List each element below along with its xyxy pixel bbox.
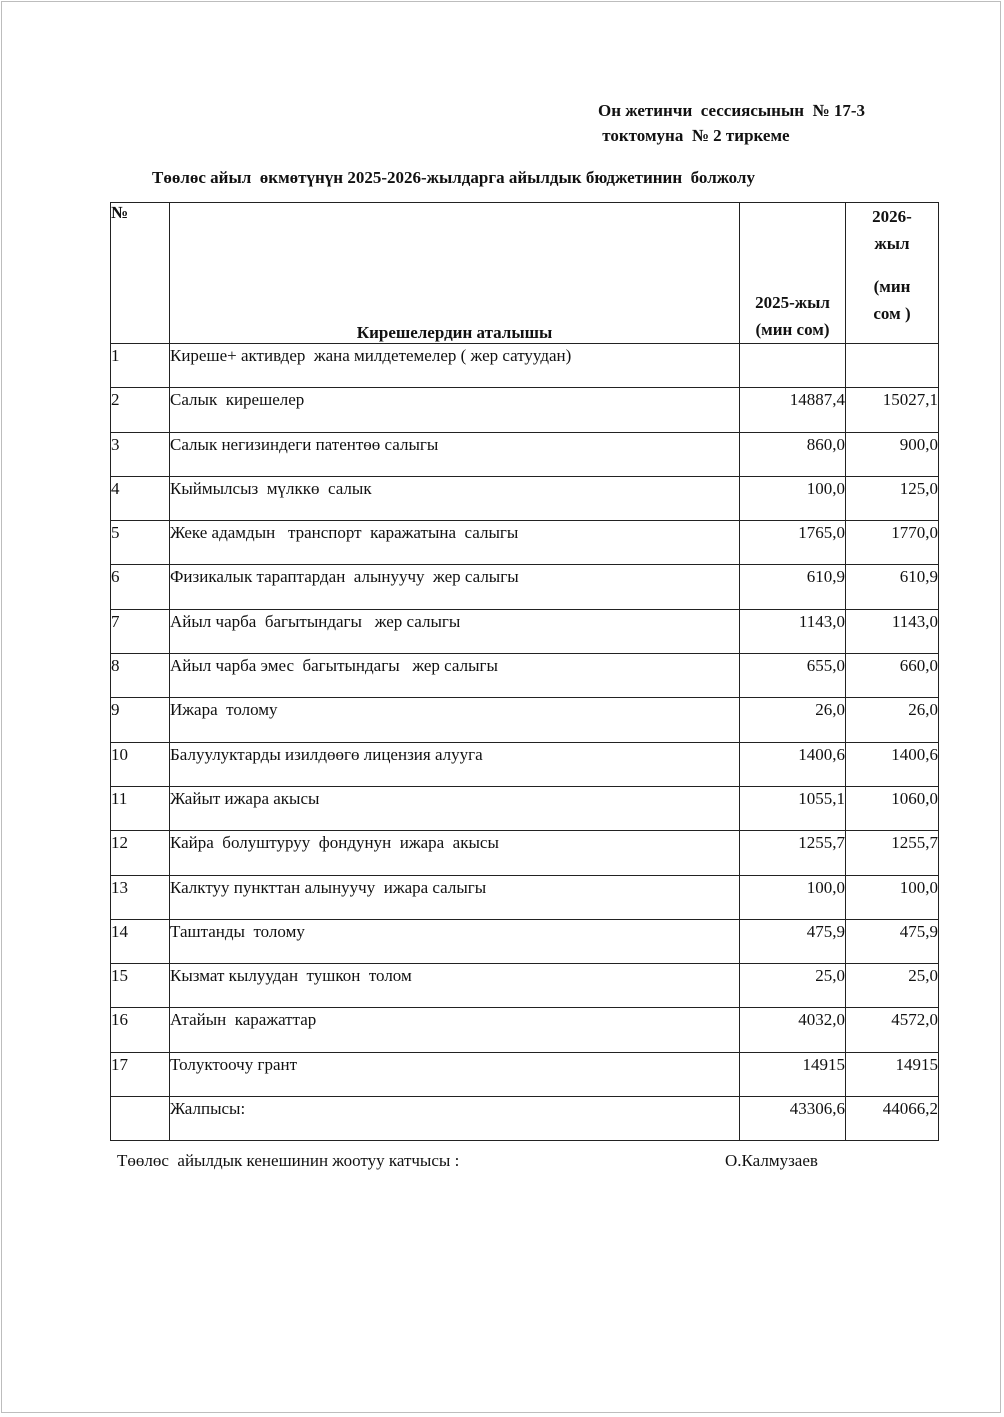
table-row <box>111 831 939 875</box>
row-value-2026: 4572,0 <box>846 1008 939 1052</box>
row-value-2026: 1060,0 <box>846 786 939 830</box>
row-value-2026 <box>846 344 939 388</box>
row-number: 16 <box>111 1008 170 1052</box>
table-row <box>111 609 939 653</box>
row-number: 12 <box>111 831 170 875</box>
row-name: Жайыт ижара акысы <box>170 786 740 830</box>
row-name: Салык негизиндеги патентөө салыгы <box>170 432 740 476</box>
row-value-2026: 900,0 <box>846 432 939 476</box>
header-year-2026-line4: сом ) <box>873 304 911 323</box>
row-value-2025: 1765,0 <box>740 521 846 565</box>
total-2025: 43306,6 <box>740 1097 846 1141</box>
table-row <box>111 432 939 476</box>
row-number: 3 <box>111 432 170 476</box>
total-label: Жалпысы: <box>170 1097 740 1141</box>
signature-label: Төөлөс айылдык кенешинин жоотуу катчысы : <box>117 1151 460 1170</box>
total-2026: 44066,2 <box>846 1097 939 1141</box>
header-year-2025-line2: (мин сом) <box>755 320 830 339</box>
row-name: Ижара толому <box>170 698 740 742</box>
header-year-2026-line1: 2026- <box>872 207 912 226</box>
header-year-2026-line3: (мин <box>873 277 911 296</box>
table-body <box>111 344 939 1097</box>
table-row <box>111 742 939 786</box>
row-value-2025: 14915 <box>740 1052 846 1096</box>
resolution-line-1: Он жетинчи сессиясынын № 17-3 <box>598 101 866 120</box>
row-value-2026: 100,0 <box>846 875 939 919</box>
table-header-row <box>111 203 939 344</box>
table-row <box>111 388 939 432</box>
table-row <box>111 964 939 1008</box>
header-number: № <box>111 203 170 344</box>
row-value-2025: 26,0 <box>740 698 846 742</box>
table-row <box>111 521 939 565</box>
row-value-2025: 1143,0 <box>740 609 846 653</box>
row-value-2025: 14887,4 <box>740 388 846 432</box>
row-value-2026: 26,0 <box>846 698 939 742</box>
row-number: 13 <box>111 875 170 919</box>
row-value-2026: 15027,1 <box>846 388 939 432</box>
row-number: 11 <box>111 786 170 830</box>
row-number: 10 <box>111 742 170 786</box>
row-value-2025: 475,9 <box>740 919 846 963</box>
row-number: 4 <box>111 476 170 520</box>
header-name: Кирешелердин аталышы <box>170 203 740 344</box>
row-number: 17 <box>111 1052 170 1096</box>
row-name: Калктуу пункттан алынуучу ижара салыгы <box>170 875 740 919</box>
table-row <box>111 344 939 388</box>
row-value-2025: 100,0 <box>740 476 846 520</box>
row-name: Кайра болуштуруу фондунун ижара акысы <box>170 831 740 875</box>
row-name: Жеке адамдын транспорт каражатына салыгы <box>170 521 740 565</box>
row-number: 14 <box>111 919 170 963</box>
row-name: Атайын каражаттар <box>170 1008 740 1052</box>
header-year-2026-line2: жыл <box>874 234 910 253</box>
row-value-2026: 125,0 <box>846 476 939 520</box>
resolution-reference <box>598 98 865 148</box>
row-value-2026: 14915 <box>846 1052 939 1096</box>
row-name: Киреше+ активдер жана милдетемелер ( жер сатуудан) <box>170 344 740 388</box>
row-value-2025: 860,0 <box>740 432 846 476</box>
table-row <box>111 476 939 520</box>
table-row <box>111 698 939 742</box>
row-value-2026: 475,9 <box>846 919 939 963</box>
row-number: 15 <box>111 964 170 1008</box>
row-value-2025: 100,0 <box>740 875 846 919</box>
row-value-2025 <box>740 344 846 388</box>
row-value-2026: 1143,0 <box>846 609 939 653</box>
row-name: Айыл чарба багытындагы жер салыгы <box>170 609 740 653</box>
row-value-2025: 4032,0 <box>740 1008 846 1052</box>
header-year-2025-line1: 2025-жыл <box>755 293 830 312</box>
row-name: Кызмат кылуудан тушкон толом <box>170 964 740 1008</box>
row-name: Айыл чарба эмес багытындагы жер салыгы <box>170 654 740 698</box>
row-value-2025: 1400,6 <box>740 742 846 786</box>
row-value-2026: 610,9 <box>846 565 939 609</box>
signature-name: О.Калмузаев <box>725 1151 818 1170</box>
row-value-2025: 25,0 <box>740 964 846 1008</box>
table-row <box>111 1052 939 1096</box>
row-value-2026: 1770,0 <box>846 521 939 565</box>
row-number: 7 <box>111 609 170 653</box>
budget-table <box>110 202 939 1141</box>
row-number: 8 <box>111 654 170 698</box>
row-number: 1 <box>111 344 170 388</box>
row-number: 5 <box>111 521 170 565</box>
header-year-2025 <box>740 203 846 344</box>
total-row <box>111 1097 939 1141</box>
table-row <box>111 875 939 919</box>
document-title: Төөлөс айыл өкмөтүнүн 2025-2026-жылдарга айылдык бюджетинин болжолу <box>152 168 755 187</box>
row-value-2025: 655,0 <box>740 654 846 698</box>
row-value-2025: 1055,1 <box>740 786 846 830</box>
row-number: 2 <box>111 388 170 432</box>
table-row <box>111 919 939 963</box>
total-number-cell <box>111 1097 170 1141</box>
row-number: 9 <box>111 698 170 742</box>
row-value-2026: 25,0 <box>846 964 939 1008</box>
table-row <box>111 1008 939 1052</box>
row-value-2025: 1255,7 <box>740 831 846 875</box>
table-row <box>111 786 939 830</box>
resolution-line-2: токтомуна № 2 тиркеме <box>598 126 790 145</box>
row-value-2026: 1400,6 <box>846 742 939 786</box>
row-name: Таштанды толому <box>170 919 740 963</box>
row-name: Кыймылсыз мүлккө салык <box>170 476 740 520</box>
table-row <box>111 565 939 609</box>
row-value-2026: 1255,7 <box>846 831 939 875</box>
row-value-2025: 610,9 <box>740 565 846 609</box>
table-row <box>111 654 939 698</box>
header-year-2026 <box>846 203 939 344</box>
row-name: Толуктоочу грант <box>170 1052 740 1096</box>
row-name: Физикалык тараптардан алынуучу жер салыгы <box>170 565 740 609</box>
row-number: 6 <box>111 565 170 609</box>
row-name: Салык кирешелер <box>170 388 740 432</box>
row-value-2026: 660,0 <box>846 654 939 698</box>
row-name: Балуулуктарды изилдөөгө лицензия алууга <box>170 742 740 786</box>
